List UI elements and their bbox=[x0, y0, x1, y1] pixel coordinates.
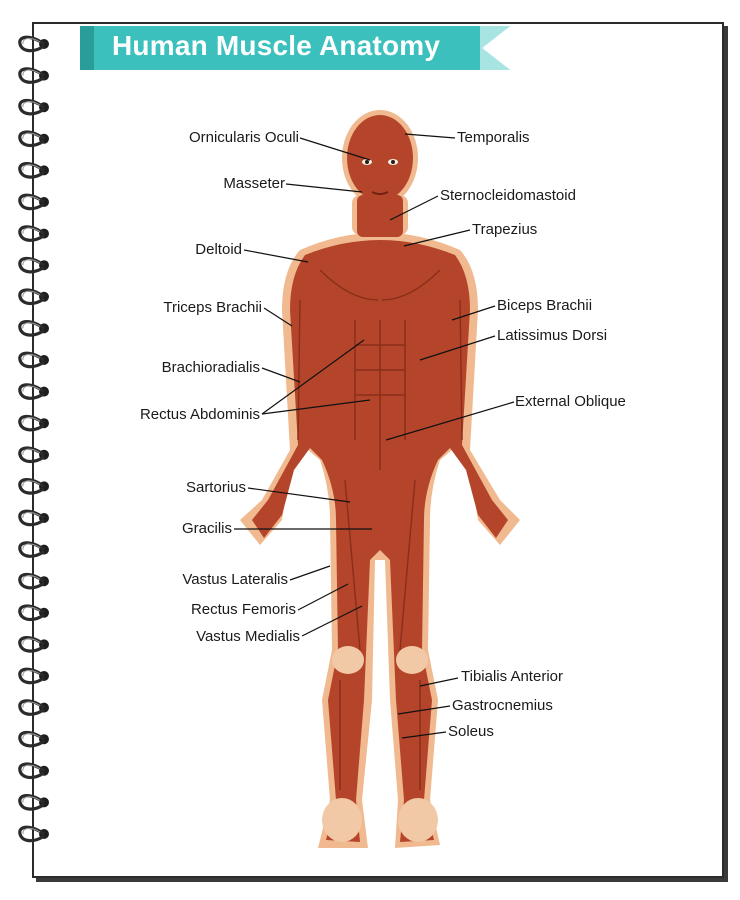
label-rectus-femoris: Rectus Femoris bbox=[190, 601, 296, 618]
label-latissimus-dorsi: Latissimus Dorsi bbox=[497, 327, 608, 344]
label-sartorius: Sartorius bbox=[185, 479, 246, 496]
label-tibialis-anterior: Tibialis Anterior bbox=[461, 668, 563, 685]
label-triceps-brachii: Triceps Brachii bbox=[163, 299, 262, 316]
label-vastus-medialis: Vastus Medialis bbox=[196, 628, 300, 645]
label-deltoid: Deltoid bbox=[195, 241, 242, 258]
label-brachioradialis: Brachioradialis bbox=[161, 359, 260, 376]
label-masseter: Masseter bbox=[223, 175, 285, 192]
label-rectus-abdominis: Rectus Abdominis bbox=[139, 406, 260, 423]
label-temporalis: Temporalis bbox=[457, 129, 530, 146]
label-vastus-lateralis: Vastus Lateralis bbox=[182, 571, 288, 588]
label-gastrocnemius: Gastrocnemius bbox=[452, 697, 553, 714]
label-trapezius: Trapezius bbox=[472, 221, 538, 238]
label-soleus: Soleus bbox=[448, 723, 494, 740]
label-sternocleidomastoid: Sternocleidomastoid bbox=[440, 187, 576, 204]
label-external-oblique: External Oblique bbox=[515, 393, 626, 410]
label-gracilis: Gracilis bbox=[181, 520, 232, 537]
label-biceps-brachii: Biceps Brachii bbox=[497, 297, 593, 314]
label-orbicularis-oculi: Ornicularis Oculi bbox=[188, 129, 299, 146]
page-title: Human Muscle Anatomy bbox=[112, 30, 441, 61]
